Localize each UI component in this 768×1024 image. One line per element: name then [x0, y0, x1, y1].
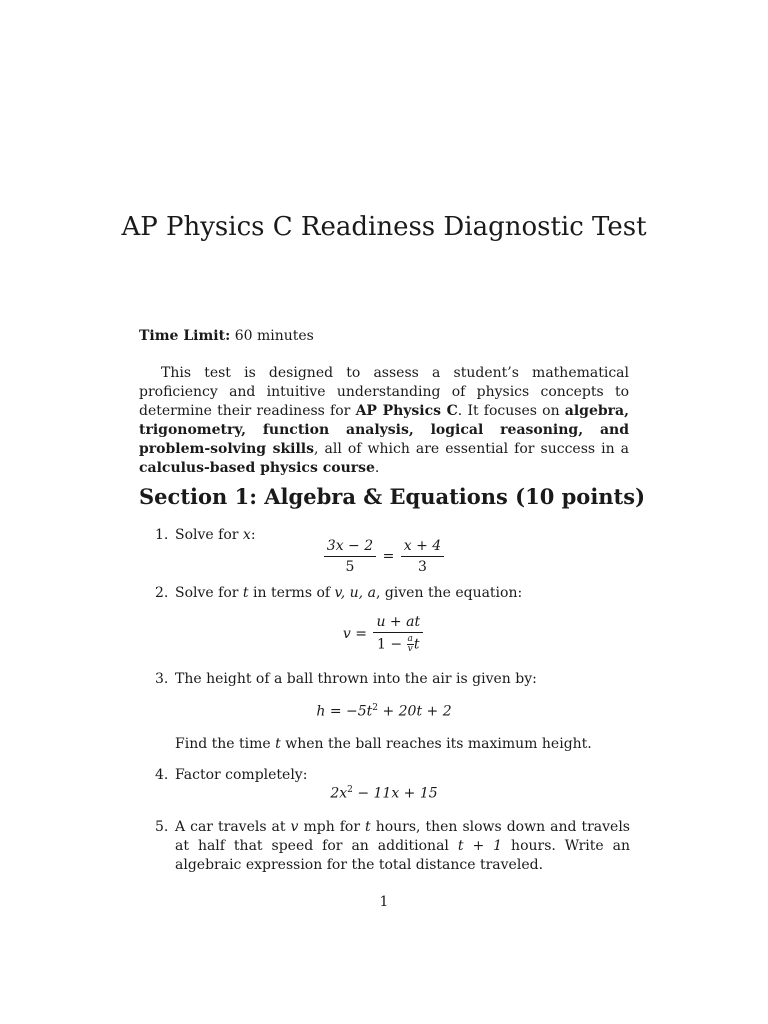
- intro-bold: calculus-based physics course: [139, 460, 375, 476]
- question-number: 4.: [155, 767, 169, 783]
- page-title: AP Physics C Readiness Diagnostic Test: [121, 212, 647, 242]
- question-text: Solve for t in terms of v, u, a, given the equation:: [175, 585, 523, 601]
- intro-text: .: [374, 460, 380, 476]
- question-number: 2.: [155, 585, 169, 601]
- question-number: 3.: [155, 671, 169, 687]
- question-text: Find the time t when the ball reaches its maximum height.: [175, 736, 592, 752]
- question-text: A car travels at v mph for t hours, then slows down and travels at half that speed for an additional t + 1 hours. Write an algebraic expression for the total distance traveled.: [175, 819, 630, 873]
- intro-text: , all of which are essential for success in a: [314, 441, 629, 457]
- intro-bold: algebra, trigonometry, function analysis, logical reasoning, and problem-solving skills: [139, 403, 629, 457]
- fraction: $\frac{3x - 2}{5}$: [324, 538, 376, 575]
- equation-2: v = u + at 1 − $\frac{a}{v}$ t: [0, 614, 768, 654]
- fraction: $\frac{x + 4}{3}$: [401, 538, 444, 575]
- question-text: Factor completely:: [175, 767, 308, 783]
- time-limit: [139, 328, 314, 344]
- page-number: 1: [379, 894, 389, 910]
- intro-bold: AP Physics C: [355, 403, 458, 419]
- question-number: 1.: [155, 527, 169, 543]
- fraction: u + at 1 − $\frac{a}{v}$ t: [373, 614, 423, 654]
- intro-text: . It focuses on: [457, 403, 565, 419]
- equation-3: $h = -5t^2 + 20t + 2$: [316, 703, 452, 720]
- equation-4: $2x^2 - 11x + 15$: [330, 785, 438, 802]
- intro-text: This test is designed to assess a student’s mathematical proficiency and intuitive understanding of physics concepts to determine their readiness for: [139, 365, 629, 419]
- question-number: 5.: [155, 819, 169, 835]
- intro-paragraph: [139, 364, 629, 478]
- question-text: Solve for x:: [175, 527, 256, 543]
- equation-1: $\frac{3x - 2}{5}$ = $\frac{x + 4}{3}$: [0, 538, 768, 575]
- small-fraction: $\frac{a}{v}$: [407, 634, 413, 654]
- question-text: The height of a ball thrown into the air is given by:: [175, 671, 537, 687]
- time-limit-value: 60 minutes: [234, 328, 314, 344]
- time-limit-label: Time Limit:: [139, 328, 231, 344]
- section-heading: Section 1: Algebra & Equations (10 points): [139, 484, 646, 509]
